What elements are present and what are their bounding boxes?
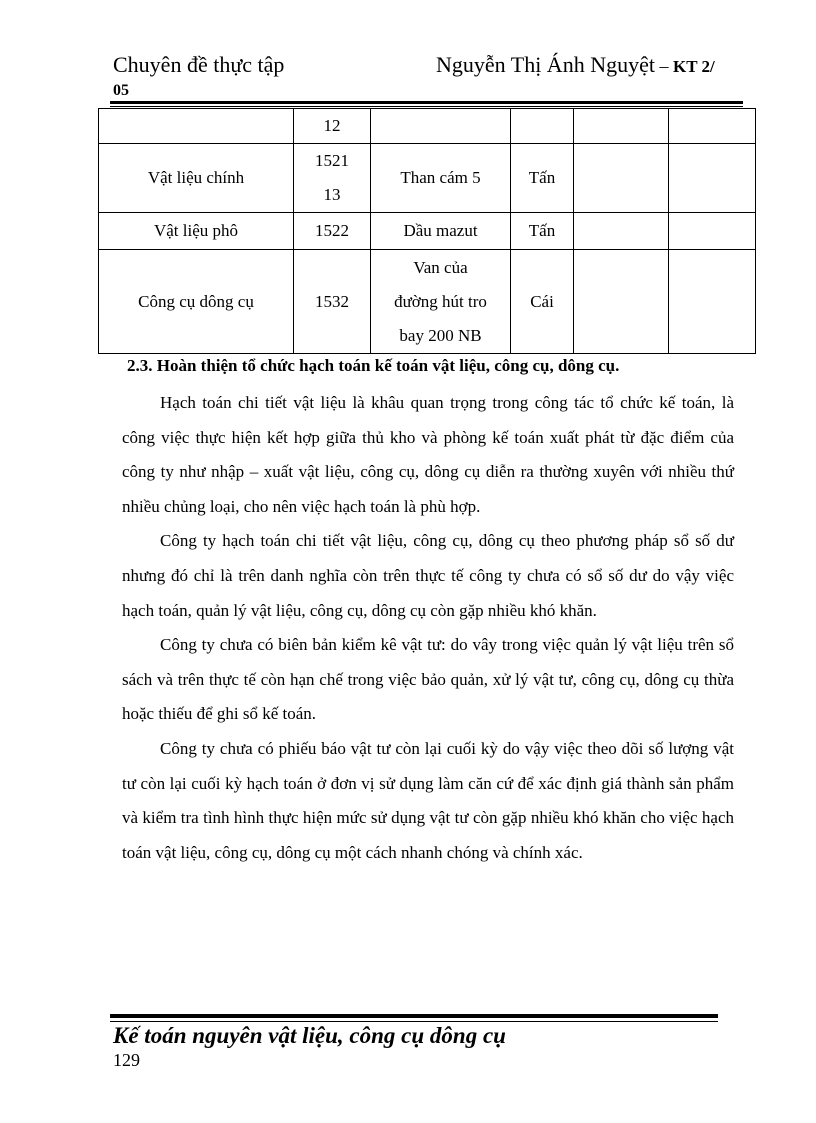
materials-table: [98, 108, 756, 354]
table-row: [99, 144, 756, 213]
table-cell-unit: [511, 109, 574, 144]
item-line: Van của: [413, 257, 468, 277]
table-cell-item: Than cám 5: [371, 144, 511, 213]
footer-rule-thin: [110, 1021, 718, 1022]
table-cell-empty: [574, 213, 669, 250]
table-row: [99, 250, 756, 354]
header-dash: –: [654, 56, 673, 76]
header-class-code-continued: 05: [113, 82, 129, 99]
table-cell-item: [371, 109, 511, 144]
table-cell-unit: Cái: [511, 250, 574, 354]
header-title: Chuyên đề thực tập: [113, 52, 285, 77]
table-cell-code: [294, 109, 371, 144]
paragraph: Công ty hạch toán chi tiết vật liệu, công cụ, dông cụ theo phương pháp sổ số dư nhưng đó chỉ là trên danh nghĩa còn trên thực tế công ty chưa có sổ số dư do vậy việc hạch toán, quản lý vật liệu, công cụ, dông cụ còn gặp nhiều khó khăn.: [122, 531, 734, 620]
item-line: đường hút tro: [394, 291, 487, 311]
table-cell-empty: [574, 109, 669, 144]
paragraph: Hạch toán chi tiết vật liệu là khâu quan trọng trong công tác tổ chức kế toán, là công việc thực hiện kết hợp giữa thủ kho và phòng kế toán xuất phát từ đặc điểm của công ty như nhập – xuất vật liệu, công cụ, dông cụ diễn ra thường xuyên với nhiều thứ nhiều chủng loại, cho nên việc hạch toán là phù hợp.: [122, 393, 734, 516]
page-number: 129: [113, 1050, 140, 1070]
table-cell-code: [294, 144, 371, 213]
table-cell-item: [371, 250, 511, 354]
table-cell-empty: [669, 250, 756, 354]
footer-title: Kế toán nguyên vật liệu, công cụ dông cụ: [113, 1023, 506, 1048]
header-rule: [110, 101, 743, 104]
table-cell-empty: [574, 250, 669, 354]
table-cell-item: Dầu mazut: [371, 213, 511, 250]
table-cell-empty: [574, 144, 669, 213]
footer-rule: [110, 1014, 718, 1018]
header-author: Nguyễn Thị Ánh Nguyệt: [436, 52, 655, 77]
table-cell-name: Vật liệu phô: [99, 213, 294, 250]
header-class-code: KT 2/: [672, 57, 715, 76]
header-rule-thin: [110, 106, 743, 107]
table-row: [99, 213, 756, 250]
code-line: 1521: [315, 151, 349, 170]
body-text: [122, 386, 734, 870]
table-cell-empty: [669, 213, 756, 250]
table-cell-code: 1522: [294, 213, 371, 250]
table-row: [99, 109, 756, 144]
paragraph: Công ty chưa có phiếu báo vật tư còn lại cuối kỳ do vậy việc theo dõi số lượng vật tư còn lại cuối kỳ hạch toán ở đơn vị sử dụng làm căn cứ để xác định giá thành sản phẩm và kiểm tra tình hình thực hiện mức sử dụng vật tư còn gặp nhiều khó khăn cho việc hạch toán vật liệu, công cụ, dông cụ một cách nhanh chóng và chính xác.: [122, 738, 734, 862]
item-line: bay 200 NB: [399, 325, 482, 345]
table-cell-name: Công cụ dông cụ: [99, 250, 294, 354]
table-cell-unit: Tấn: [511, 213, 574, 250]
table-cell-empty: [669, 109, 756, 144]
table-cell-name: Vật liệu chính: [99, 144, 294, 213]
table-cell-empty: [669, 144, 756, 213]
code-line: 13: [323, 185, 341, 204]
section-heading: 2.3. Hoàn thiện tổ chức hạch toán kế toán vật liệu, công cụ, dông cụ.: [127, 356, 620, 375]
table-cell-unit: Tấn: [511, 144, 574, 213]
paragraph: Công ty chưa có biên bản kiểm kê vật tư: do vây trong việc quản lý vật liệu trên sổ sách và trên thực tế còn hạn chế trong việc bảo quản, xử lý vật tư, công cụ, dông cụ thừa hoặc thiếu để ghi sổ kế toán.: [122, 635, 734, 724]
header-author-line: [436, 52, 715, 78]
table-cell-code: 1532: [294, 250, 371, 354]
table-cell-name: [99, 109, 294, 144]
code-line: 12: [323, 116, 341, 135]
